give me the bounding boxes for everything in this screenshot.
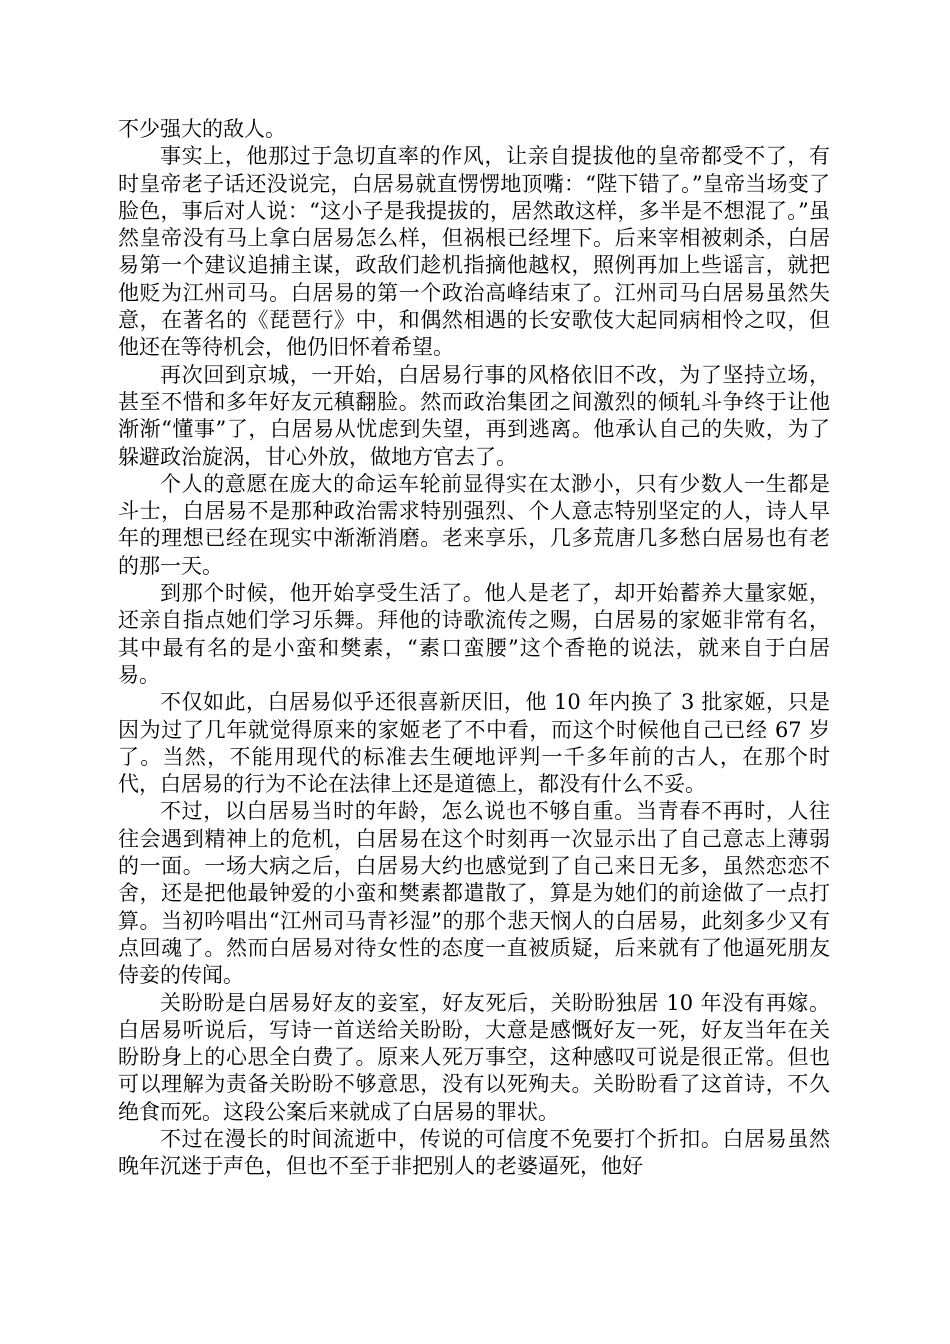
paragraph-2: 事实上，他那过于急切直率的作风，让亲自提拔他的皇帝都受不了，有时皇帝老子话还没说完，白居易就直愣愣地顶嘴：“陛下错了。”皇帝当场变了脸色，事后对人说：“这小子是我提拔的，居然敢这样，多半是不想混了。”虽然皇帝没有马上拿白居易怎么样，但祸根已经埋下。后来宰相被刺杀，白居易第一个建议追捕主谋，政敌们趁机指摘他越权，照例再加上些谣言，就把他贬为江州司马。白居易的第一个政治高峰结束了。江州司马白居易虽然失意，在著名的《琵琶行》中，和偶然相遇的长安歌伎大起同病相怜之叹，但他还在等待机会，他仍旧怀着希望。 — [118, 144, 830, 360]
paragraph-9: 不过在漫长的时间流逝中，传说的可信度不免要打个折扣。白居易虽然晚年沉迷于声色，但也不至于非把别人的老婆逼死，他好 — [118, 1126, 830, 1179]
paragraph-8: 关盼盼是白居易好友的妾室，好友死后，关盼盼独居 10 年没有再嫁。白居易听说后，写诗一首送给关盼盼，大意是感慨好友一死，好友当年在关盼盼身上的心思全白费了。原来人死万事空，这种感叹可说是很正常。但也可以理解为责备关盼盼不够意思，没有以死殉夫。关盼盼看了这首诗，不久绝食而死。这段公案后来就成了白居易的罪状。 — [118, 990, 830, 1124]
paragraph-6: 不仅如此，白居易似乎还很喜新厌旧，他 10 年内换了 3 批家姬，只是因为过了几年就觉得原来的家姬老了不中看，而这个时候他自己已经 67 岁了。当然，不能用现代的标准去生硬地评判一千多年前的古人，在那个时代，白居易的行为不论在法律上还是道德上，都没有什么不妥。 — [118, 690, 830, 797]
paragraph-4: 个人的意愿在庞大的命运车轮前显得实在太渺小，只有少数人一生都是斗士，白居易不是那种政治需求特别强烈、个人意志特别坚定的人，诗人早年的理想已经在现实中渐渐消磨。老来享乐，几多荒唐几多愁白居易也有老的那一天。 — [118, 471, 830, 578]
paragraph-7: 不过，以白居易当时的年龄，怎么说也不够自重。当青春不再时，人往往会遇到精神上的危机，白居易在这个时刻再一次显示出了自己意志上薄弱的一面。一场大病之后，白居易大约也感觉到了自己来日无多，虽然恋恋不舍，还是把他最钟爱的小蛮和樊素都遣散了，算是为她们的前途做了一点打算。当初吟唱出“江州司马青衫湿”的那个悲天悯人的白居易，此刻多少又有点回魂了。然而白居易对待女性的态度一直被质疑，后来就有了他逼死朋友侍妾的传闻。 — [118, 799, 830, 988]
paragraph-3: 再次回到京城，一开始，白居易行事的风格依旧不改，为了坚持立场，甚至不惜和多年好友元稹翻脸。然而政治集团之间激烈的倾轧斗争终于让他渐渐“懂事”了，白居易从忧虑到失望，再到逃离。他承认自己的失败，为了躲避政治旋涡，甘心外放，做地方官去了。 — [118, 362, 830, 469]
document-page — [118, 116, 830, 1181]
paragraph-1: 不少强大的敌人。 — [118, 117, 286, 141]
paragraph-5: 到那个时候，他开始享受生活了。他人是老了，却开始蓄养大量家姬，还亲自指点她们学习乐舞。拜他的诗歌流传之赐，白居易的家姬非常有名，其中最有名的是小蛮和樊素，“素口蛮腰”这个香艳的说法，就来自于白居易。 — [118, 581, 830, 687]
